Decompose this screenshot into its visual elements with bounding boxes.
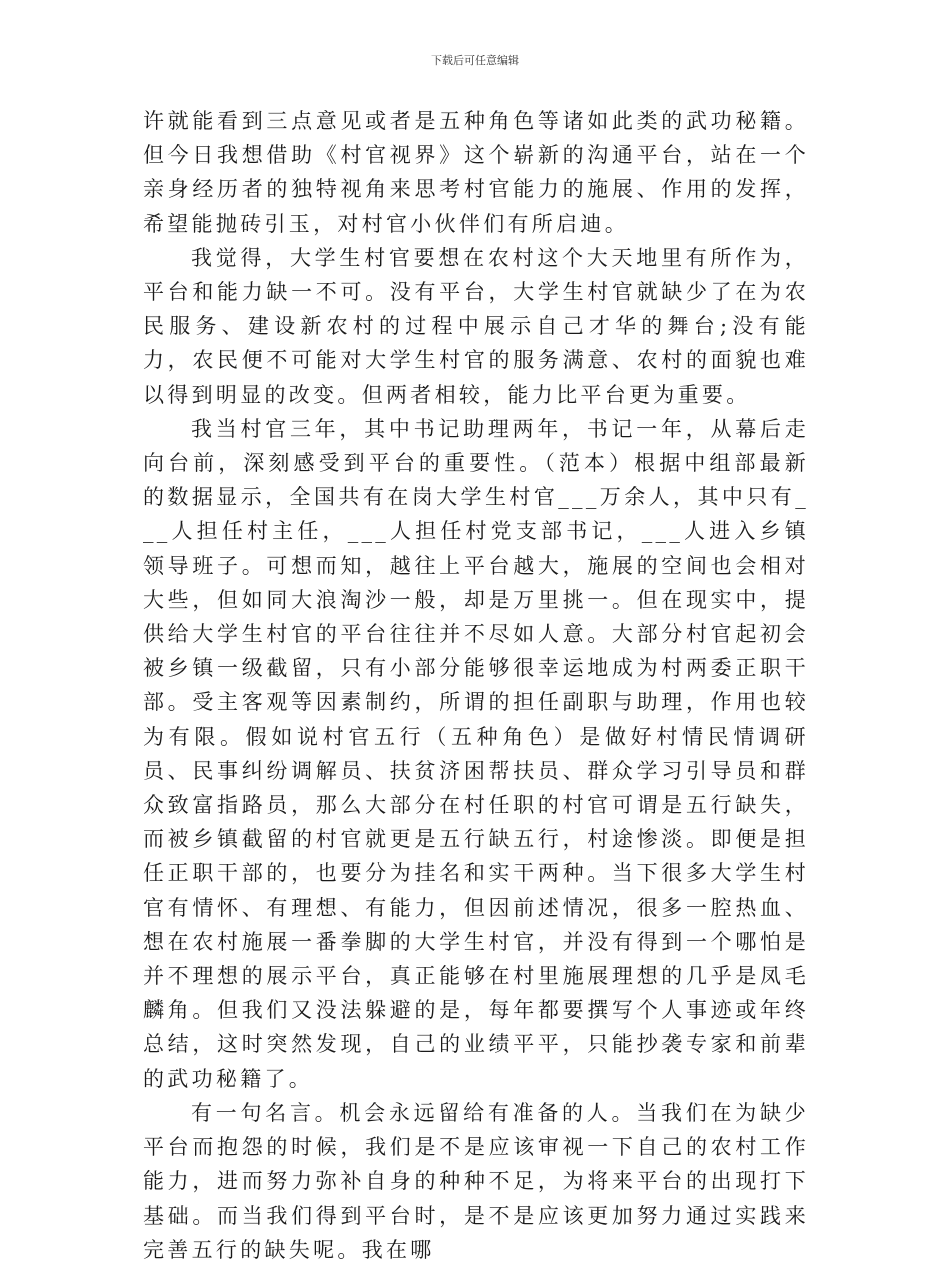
paragraph-2: 我觉得，大学生村官要想在农村这个大天地里有所作为，平台和能力缺一不可。没有平台，大学生村官就缺少了在为农民服务、建设新农村的过程中展示自己才华的舞台;没有能力，农民便不可能对大学生村官的服务满意、农村的面貌也难以得到明显的改变。但两者相较，能力比平台更为重要。 bbox=[143, 245, 809, 407]
paragraph-4: 有一句名言。机会永远留给有准备的人。当我们在为缺少平台而抱怨的时候，我们是不是应该审视一下自己的农村工作能力，进而努力弥补自身的种种不足，为将来平台的出现打下基础。而当我们得到平台时，是不是应该更加努力通过实践来完善五行的缺失呢。我在哪 bbox=[143, 1100, 809, 1262]
paragraph-3: 我当村官三年，其中书记助理两年，书记一年，从幕后走向台前，深刻感受到平台的重要性。（范本）根据中组部最新的数据显示，全国共有在岗大学生村官___万余人，其中只有___人担任村主任，___人担任村党支部书记，___人进入乡镇领导班子。可想而知，越往上平台越大，施展的空间也会相对大些，但如同大浪淘沙一般，却是万里挑一。但在现实中，提供给大学生村官的平台往往并不尽如人意。大部分村官起初会被乡镇一级截留，只有小部分能够很幸运地成为村两委正职干部。受主客观等因素制约，所谓的担任副职与助理，作用也较为有限。假如说村官五行（五种角色）是做好村情民情调研员、民事纠纷调解员、扶贫济困帮扶员、群众学习引导员和群众致富指路员，那么大部分在村任职的村官可谓是五行缺失，而被乡镇截留的村官就更是五行缺五行，村途惨淡。即便是担任正职干部的，也要分为挂名和实干两种。当下很多大学生村官有情怀、有理想、有能力，但因前述情况，很多一腔热血、想在农村施展一番拳脚的大学生村官，并没有得到一个哪怕是并不理想的展示平台，真正能够在村里施展理想的几乎是凤毛麟角。但我们又没法躲避的是，每年都要撰写个人事迹或年终总结，这时突然发现，自己的业绩平平，只能抄袭专家和前辈的武功秘籍了。 bbox=[143, 416, 809, 1091]
paragraph-1: 许就能看到三点意见或者是五种角色等诸如此类的武功秘籍。但今日我想借助《村官视界》这个崭新的沟通平台，站在一个亲身经历者的独特视角来思考村官能力的施展、作用的发挥，希望能抛砖引玉，对村官小伙伴们有所启迪。 bbox=[143, 109, 809, 236]
document-body bbox=[143, 104, 809, 1267]
page-header: 下载后可任意编辑 bbox=[431, 54, 519, 67]
